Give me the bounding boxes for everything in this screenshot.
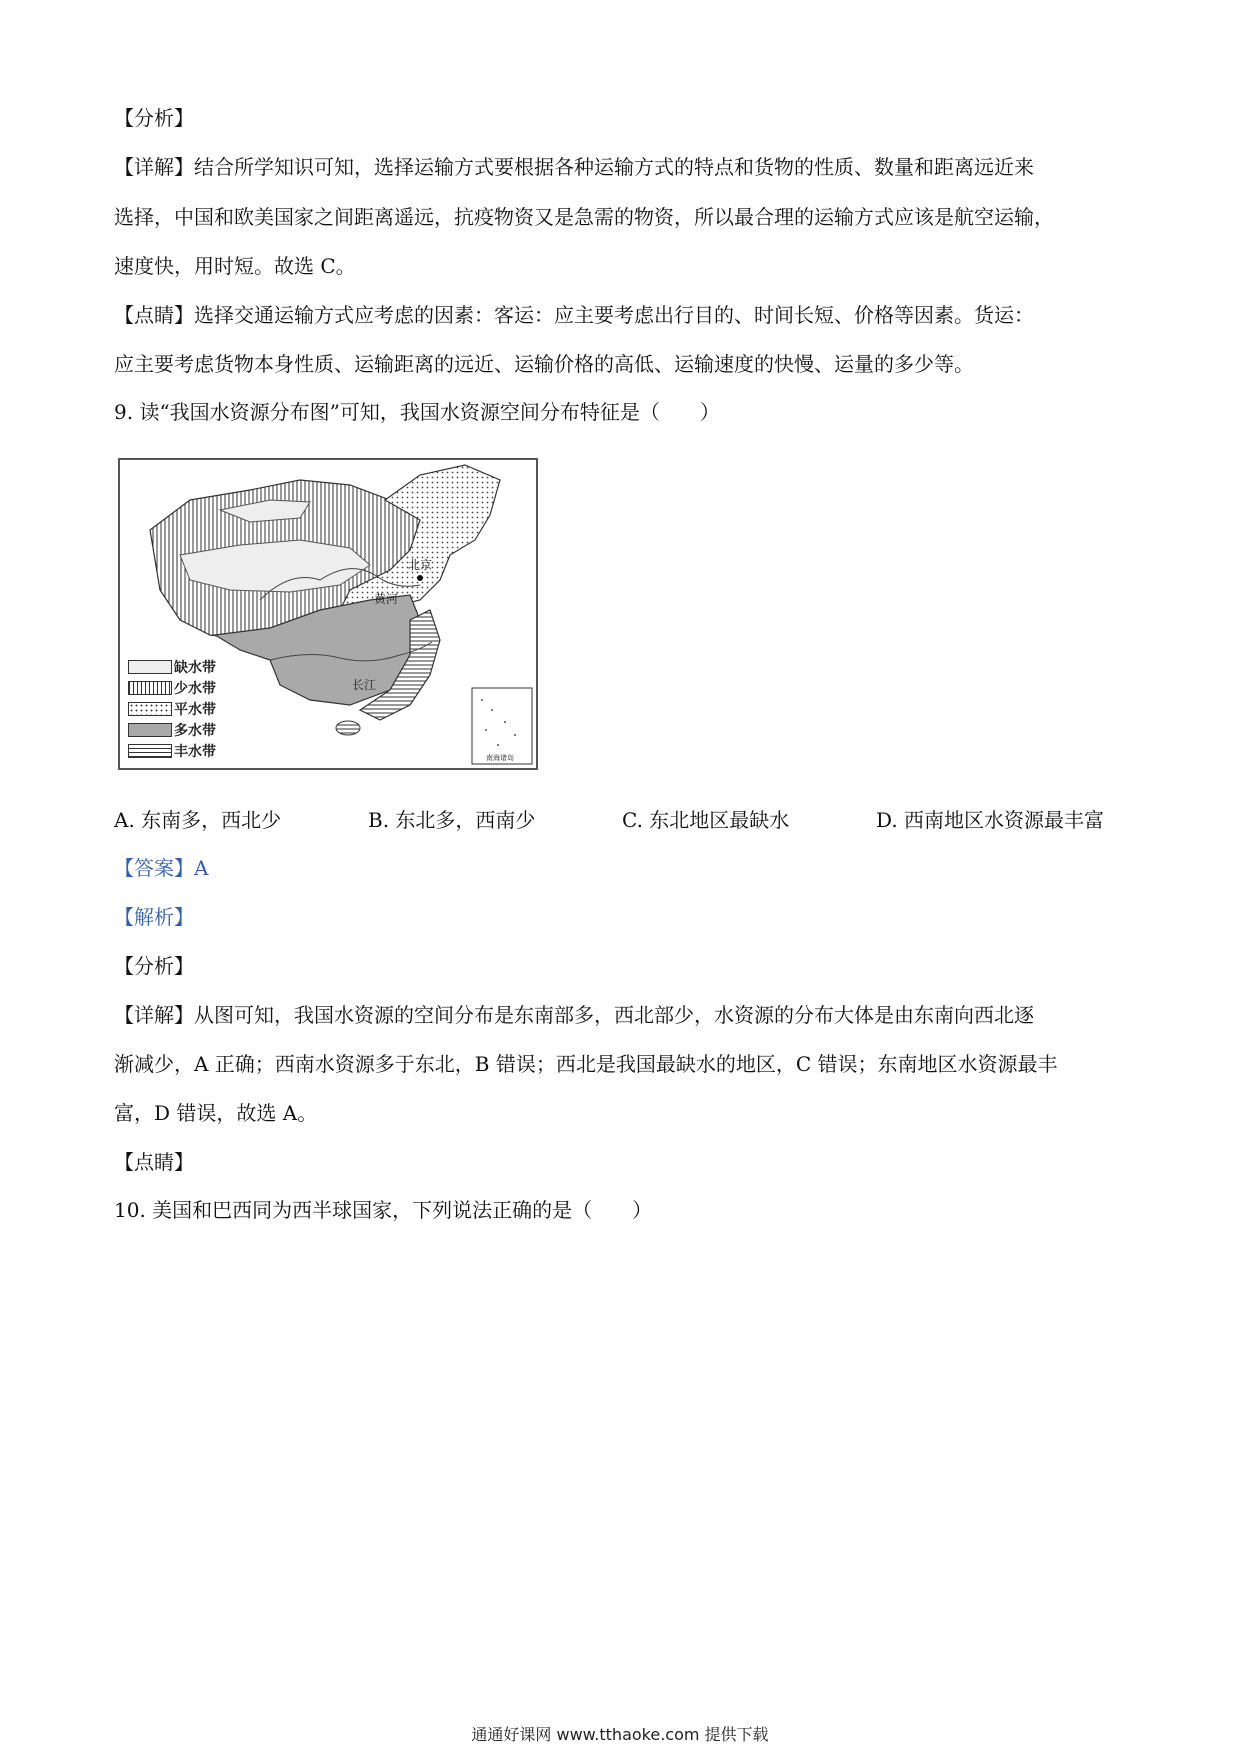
water-resource-map	[118, 458, 538, 770]
option-c: C. 东北地区最缺水	[622, 808, 790, 832]
option-d: D. 西南地区水资源最丰富	[876, 808, 1105, 832]
question-10-stem: 10. 美国和巴西同为西半球国家，下列说法正确的是（ ）	[114, 1198, 653, 1222]
remark-text-line-2: 应主要考虑货物本身性质、运输距离的远近、运输价格的高低、运输速度的快慢、运量的多少等。	[114, 352, 974, 376]
detail-text-q9-line-1: 【详解】从图可知，我国水资源的空间分布是东南部多，西北部少，水资源的分布大体是由东南向西北逐	[114, 1003, 1034, 1027]
detail-text-line-2: 选择，中国和欧美国家之间距离遥远，抗疫物资又是急需的物资，所以最合理的运输方式应该是航空运输，	[114, 205, 1054, 229]
legend-item	[128, 719, 216, 740]
option-b: B. 东北多，西南少	[368, 808, 536, 832]
legend-label: 丰水带	[174, 743, 216, 760]
legend-swatch	[128, 681, 172, 695]
legend-item	[128, 698, 216, 719]
legend-item	[128, 740, 216, 761]
answer-line: 【答案】A	[114, 856, 209, 880]
legend-swatch	[128, 660, 172, 674]
legend-label: 少水带	[174, 680, 216, 697]
legend-item	[128, 677, 216, 698]
analysis-heading-q9: 【分析】	[114, 954, 194, 978]
changjiang-label: 长江	[352, 678, 377, 692]
option-a: A. 东南多，西北少	[114, 808, 282, 832]
huanghe-label: 黄河	[374, 592, 399, 606]
remark-heading-q9: 【点睛】	[114, 1150, 194, 1174]
beijing-marker	[417, 575, 423, 581]
question-9-stem: 9. 读“我国水资源分布图”可知，我国水资源空间分布特征是（ ）	[114, 400, 720, 424]
page-footer: 通通好课网 www.tthaoke.com 提供下载	[471, 1725, 769, 1744]
legend-label: 多水带	[174, 722, 216, 739]
legend-item	[128, 656, 216, 677]
legend-label: 平水带	[174, 701, 216, 718]
detail-text-q9-line-2: 渐减少，A 正确；西南水资源多于东北，B 错误；西北是我国最缺水的地区，C 错误；东南地区水资源最丰	[114, 1052, 1058, 1076]
detail-text-q9-line-3: 富，D 错误，故选 A。	[114, 1101, 318, 1125]
legend-swatch	[128, 723, 172, 737]
legend-swatch	[128, 702, 172, 716]
map-legend	[128, 656, 216, 761]
explanation-heading: 【解析】	[114, 905, 194, 929]
legend-label: 缺水带	[174, 659, 216, 676]
detail-text-line-3: 速度快，用时短。故选 C。	[114, 254, 356, 278]
hainan-island	[336, 721, 360, 735]
legend-swatch	[128, 744, 172, 758]
remark-text-line-1: 【点睛】选择交通运输方式应考虑的因素：客运：应主要考虑出行目的、时间长短、价格等因素。货运：	[114, 303, 1034, 327]
detail-text-line-1: 【详解】结合所学知识可知，选择运输方式要根据各种运输方式的特点和货物的性质、数量和距离远近来	[114, 155, 1034, 179]
inset-caption: 南海诸岛	[486, 754, 514, 762]
beijing-label: 北京	[408, 558, 433, 572]
analysis-heading: 【分析】	[114, 106, 194, 130]
